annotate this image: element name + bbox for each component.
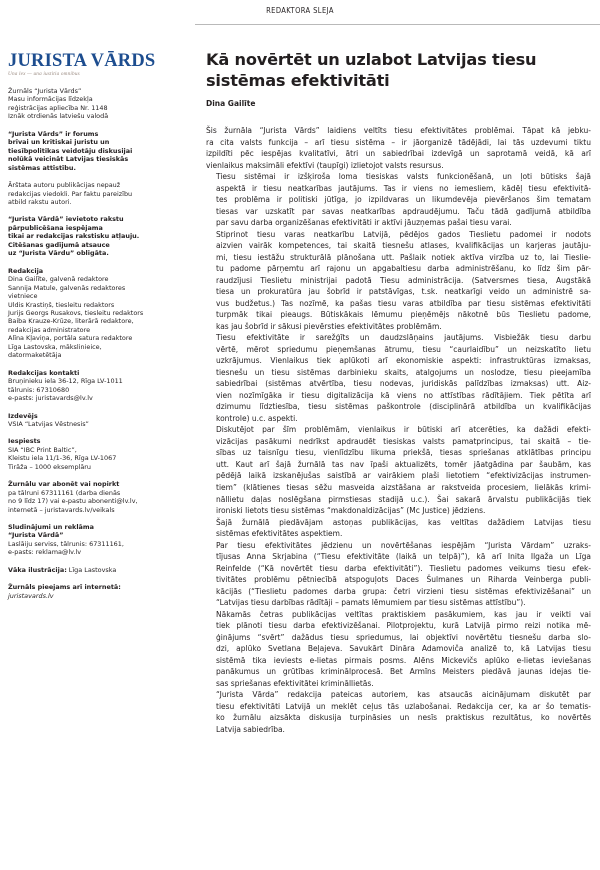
section-header: REDAKTORA SLEJA bbox=[266, 6, 334, 15]
article-line: kontrole) u.c. aspekti. bbox=[216, 413, 298, 423]
article-line: tiek plānoti tiesu darba efektivizēšanai. Pilotprojektu, kurā Latvijā pirmo reizi notika mē- bbox=[216, 621, 591, 631]
article-line: sabiedrībai (sistēmas atvērtība, tiesu nodevas, juridiskās palīdzības izmaksas) utt. Aiz- bbox=[216, 379, 591, 389]
text-line: Tirāža – 1000 eksemplāru bbox=[8, 462, 91, 471]
article-line: turpmāk tikai pieaugs. Būtiskākais lēmumu pieņēmējs nākotnē būs Tieslietu padome, bbox=[216, 310, 591, 320]
text-line: Ārštata autoru publikācijas nepauž bbox=[8, 181, 121, 190]
article-line: Stiprinot tiesu varas neatkarību Latvijā, pēdējos gados Tieslietu padomei ir nodots bbox=[216, 229, 591, 239]
text-line: Kleistu iela 11/1-36, Rīga LV-1067 bbox=[8, 454, 117, 463]
article-line: izpildīti pēc iespējas kvalitatīvi, ātri un sabiedrībai izdevīgā un saprotamā veidā, kā arī bbox=[206, 149, 591, 159]
article-line: sistēmā tika ieviests e-lietas pirmais posms. Alēns Mickevičs aplūko e-lietas ieviešanas bbox=[216, 655, 591, 665]
article-line: kācijās (“Tieslietu padomes darba grupa: četri virzieni tiesu sistēmas efektivizēšanai” un bbox=[216, 586, 591, 596]
article-line: Tiesu sistēmai ir izšķiroša loma tiesiskas valsts funkcionēšanā, un ļoti būtisks šajā bbox=[216, 172, 591, 182]
article-line: tu padome pārņemtu arī rajonu un apgabaltiesu darba administrēšanu, ko līdz šim pār- bbox=[216, 264, 591, 274]
journal-logo bbox=[8, 51, 156, 77]
text-line: Dina Gailīte, galvenā redaktore bbox=[8, 275, 109, 284]
text-line: vietniece bbox=[8, 292, 38, 301]
text-line: pārpublicēšana iespējama bbox=[8, 223, 103, 232]
article-line: nāllietu daļas noslēgšana pirmstiesas stadijā u.c.). Šai sakarā ārvalstu publikācijās tiek bbox=[216, 494, 591, 504]
cover-artist: Līga Lastovska bbox=[66, 565, 117, 574]
text-line: Laslāiju serviss, tālrunis: 67311161, bbox=[8, 539, 124, 548]
text-line: brīvai un kritiskai juristu un bbox=[8, 138, 110, 147]
article-line: Diskutējot par šīm problēmām, vienlaikus ir būtiski arī atcerēties, ka dažādi efekti- bbox=[216, 425, 591, 435]
disclaimer-text bbox=[8, 181, 178, 206]
article-line: Par tiesu efektivitātes jēdzienu un novērtēšanas iespējām “Jurista Vārdam” uzraks- bbox=[216, 540, 591, 550]
subscribe-heading: Žurnālu var abonēt vai nopirkt bbox=[8, 480, 120, 489]
text-line: atbild rakstu autori. bbox=[8, 197, 72, 206]
article-line: kas jau šobrīd ir sākusi pievērsties efektivitātes problēmām. bbox=[216, 321, 442, 331]
online-heading: Žurnāls pieejams arī internetā: bbox=[8, 583, 121, 592]
text-line: Līga Lastovska, mākslinieice, bbox=[8, 342, 102, 351]
text-line: VSIA “Latvijas Vēstnesis” bbox=[8, 419, 89, 428]
article-paragraph bbox=[206, 540, 591, 609]
article-paragraph bbox=[206, 332, 591, 424]
text-line: Sludinājumi un reklāma bbox=[8, 523, 94, 532]
publisher-heading: Izdevējs bbox=[8, 411, 38, 420]
cover-label: Vāka ilustrācija: bbox=[8, 565, 67, 574]
article-line: aizvien vairāk kompetences, tai skaitā tiesnešu atlases, kvalifikācijas un karjeras jautāju- bbox=[216, 241, 591, 251]
article-line: tiesu efektivitāti Latvijā un meklēt ceļus tās uzlabošanai. Redakcija cer, ka ar šo tematis- bbox=[216, 701, 591, 711]
text-line: nolūkā veicināt Latvijas tiesiskās bbox=[8, 155, 129, 164]
contacts-block bbox=[8, 369, 178, 403]
text-line: Baiba Krauze-Krūze, literārā redaktore, bbox=[8, 317, 134, 326]
text-line: Citēšanas gadījumā atsauce bbox=[8, 240, 110, 249]
article-line: “Jurista Vārda” redakcija pateicas autoriem, kas atsaucās aicinājumam diskutēt par bbox=[216, 690, 591, 700]
logo-tagline: Una lex — una iustitia omnibus bbox=[8, 71, 80, 77]
article-author: Dina Gailīte bbox=[206, 99, 256, 108]
text-line: internetā – juristavards.lv/veikals bbox=[8, 505, 115, 514]
text-line: Masu informācijas līdzekļa bbox=[8, 95, 93, 104]
article-paragraph bbox=[206, 229, 591, 333]
subscribe-block bbox=[8, 480, 178, 514]
subscribe-info bbox=[8, 489, 178, 514]
article-line: ģinājums “svērt” dažādus tiesu spriedumus, lai objektīvi novērtētu tiesnešu darba slo- bbox=[216, 632, 591, 642]
article-paragraph bbox=[206, 517, 591, 540]
cover-credit bbox=[8, 566, 178, 574]
article-line: tiem” (klātienes tiesas sēžu masveida aizstāšana ar rakstveida procesiem, lielākās krimi- bbox=[216, 482, 591, 492]
printing-info bbox=[8, 446, 178, 471]
text-line: sistēmas attīstību. bbox=[8, 163, 76, 172]
article-line: sistēmas efektivitātes aspektiem. bbox=[216, 529, 343, 539]
article-line: Reinfelde (“Kā novērtēt tiesu darba efektivitāti”). Tieslietu padomes veikums tiesu efek- bbox=[216, 563, 591, 573]
article-line: “Latvijas tiesu darbības rādītāji – pamats lēmumiem par tiesu sistēmas attīstību”). bbox=[216, 598, 526, 608]
mission-text bbox=[8, 130, 178, 172]
text-line: Jurijs Georgs Rusakovs, tiesleitu redaktors bbox=[8, 308, 144, 317]
article-paragraph bbox=[206, 171, 591, 229]
publisher-name bbox=[8, 420, 178, 428]
article-line: Šis žurnāla “Jurista Vārds” laidiens veltīts tiesu efektivitātes problēmai. Tāpat kā jebku- bbox=[206, 126, 591, 135]
article-paragraph bbox=[206, 689, 591, 735]
article-line: Latvija sabiedrība. bbox=[216, 724, 285, 734]
text-line: reģistrācijas apliecība Nr. 1148 bbox=[8, 103, 108, 112]
text-line: pa tālruni 67311161 (darba dienās bbox=[8, 488, 121, 497]
article-paragraph bbox=[206, 424, 591, 516]
article-paragraph bbox=[206, 125, 591, 171]
article-line: tes problēma ir politiski jūtīga, jo izpildvaras un likumdevēja pievēršanos šim tematam bbox=[216, 195, 591, 205]
article-line: ko žurnālu aizsākta diskusija turpināsies un nesīs praktiskus rezultātus, ko novērtēs bbox=[216, 713, 591, 723]
article-line: ironiski lietots tiesu sistēmas “makdonaldizācijas” (Mc Justice) jēdziens. bbox=[216, 506, 486, 516]
text-line: Sannija Matule, galvenās redaktores bbox=[8, 283, 126, 292]
text-line: “Jurista Vārdā” bbox=[8, 531, 64, 540]
article-line: dzi, aplūko Svetlana Beļajeva. Savukārt Dināra Adamoviča analizē to, kā Latvijas tiesu bbox=[216, 644, 591, 654]
article-line: tiesa un prokuratūra jau šobrīd ir patstāvīgas, t.sk. neatkarīgi veido un administrē sa- bbox=[216, 287, 591, 297]
text-line: redakcijas viedokli. Par faktu pareizību bbox=[8, 189, 133, 198]
article-line: sas spriešanas efektivitātei krimināllietās. bbox=[216, 678, 374, 688]
contacts-heading: Redakcijas kontakti bbox=[8, 368, 80, 377]
article-line: utt. Kaut arī šajā žurnālā tas nav īpaši aktualizēts, tomēr jāatgādina par šaubām, kas bbox=[216, 459, 591, 469]
article-line: tiesnešu un tiesu sistēmas darbinieku skaits, atalgojums un noslodze, tiesu pieejamība bbox=[216, 367, 591, 377]
text-line: uz “Jurista Vārdu” obligāta. bbox=[8, 249, 109, 258]
text-line: SIA “IBC Print Baltic”, bbox=[8, 445, 77, 454]
article-line: mi, tiesu iestāžu strukturālā plānošana utt. Pašlaik notiek aktīva virzība uz to, lai Tieslie- bbox=[216, 252, 591, 262]
online-block bbox=[8, 583, 178, 600]
text-line: tālrunis: 67310680 bbox=[8, 385, 70, 394]
article-line: Nākamās četras publikācijas veltītas praktiskiem pasākumiem, kas jau ir veikti vai bbox=[216, 609, 591, 619]
text-line: redakcijas administratore bbox=[8, 325, 91, 334]
article-line: vus budžetus.) Tas nozīmē, ka pašas tiesu varas atbildība par tiesu sistēmas efektivitāti bbox=[216, 298, 591, 308]
article-title bbox=[206, 49, 591, 91]
text-line: Žurnāls “Jurista Vārds” bbox=[8, 87, 82, 95]
article-line: vienlaikus maksimāli efektīvi (taupīgi) izlietojot valsts resursus. bbox=[206, 160, 444, 170]
printing-block bbox=[8, 437, 178, 471]
article-line: Šajā žurnālā piedāvājam astoņas publikācijas, kas veltītas dažādiem Latvijas tiesu bbox=[216, 517, 591, 527]
text-line: tikai ar redakcijas rakstisku atļauju. bbox=[8, 232, 140, 241]
header-divider bbox=[195, 24, 600, 25]
text-line: “Jurista Vārds” ir forums bbox=[8, 129, 99, 138]
article-line: Tiesu efektivitāte ir sarežģīts un daudzslāņains jautājums. Visbiežāk tiesu darbu bbox=[216, 333, 591, 343]
text-line: Iznāk otrdienās latviešu valodā bbox=[8, 112, 109, 121]
online-link[interactable]: juristavards.lv bbox=[8, 591, 54, 600]
registration-info bbox=[8, 87, 178, 121]
printing-heading: Iespiests bbox=[8, 437, 41, 446]
ads-info bbox=[8, 540, 178, 557]
contacts-list bbox=[8, 377, 178, 402]
article-line: aspektā ir tiesu neatkarības jautājums. Tas ir viens no iemesliem, kādēļ tiesu efektivitā- bbox=[216, 183, 591, 193]
article-line: dzimumu līdztiesība, tiesu sistēmas paškontrole (disciplinārā atbildība un kvalifikācijas bbox=[216, 402, 591, 412]
article-body bbox=[206, 125, 591, 735]
logo-wordmark: JURISTA VĀRDS bbox=[8, 51, 156, 71]
text-line: no 9 līdz 17) vai e-pastu abonenti@lv.lv, bbox=[8, 497, 138, 506]
text-line: Alīna Kļaviņa, portāla satura redaktore bbox=[8, 334, 133, 343]
text-line: Uldis Krastiņš, tiesleitu redaktors bbox=[8, 300, 115, 309]
article-line: vizācijas pasākumi nedrīkst apdraudēt tiesiskas valsts pamatprincipus, tai skaitā – tie- bbox=[216, 436, 591, 446]
article-line: raudzījusi Tieslietu ministrijai padotā Tiesu administrācija. (Satversmes tiesa, Augstākā bbox=[216, 275, 591, 285]
text-line: tiesībpolitikas veidotāju diskusijai bbox=[8, 146, 133, 155]
text-line: datormaketētāja bbox=[8, 351, 62, 360]
editorial-staff bbox=[8, 267, 178, 360]
text-line: “Jurista Vārdā” ievietoto rakstu bbox=[8, 215, 124, 224]
article-line: pēdējā laikā izskanējušas saistībā ar vairākiem plaši lietotiem “efektivizācijas instrumen- bbox=[216, 471, 591, 481]
ads-block bbox=[8, 523, 178, 557]
article-line: vien nozīmīgāka ir tiesu digitalizācija kā viens no attīstības rādītājiem. Tiek pētīta arī bbox=[216, 390, 591, 400]
text-line: e-pasts: reklama@lv.lv bbox=[8, 548, 82, 557]
editorial-heading: Redakcija bbox=[8, 266, 44, 275]
text-line: Bruņinieku iela 36-12, Rīga LV-1011 bbox=[8, 377, 123, 386]
ads-heading bbox=[8, 523, 178, 540]
masthead-sidebar bbox=[8, 52, 178, 600]
mission-statement bbox=[8, 130, 178, 172]
copyright-text bbox=[8, 215, 178, 257]
article-line: tiesas var uzskatīt par savas neatkarības apdraudējumu. Taču tādā gadījumā atbildība bbox=[216, 206, 591, 216]
text-line: e-pasts: juristavards@lv.lv bbox=[8, 394, 93, 403]
editorial-list bbox=[8, 275, 178, 360]
article-line: vērtē, mērot spriedumu pieņemšanas ātrumu, tiesu “caurlaidību” un neizskatīto lietu bbox=[216, 344, 591, 354]
article-line: par savu darba organizēšanas efektivitāti ir aktīvi jāuzņemas pašai tiesu varai. bbox=[216, 218, 512, 228]
text-line: sistēmas efektivitāti bbox=[206, 71, 390, 90]
article-line: sības uz taisnīgu tiesu, vienlīdzību likuma priekšā, tiesas spriešanas atklātības principu bbox=[216, 448, 591, 458]
article-line: panākumus un grūtības kriminālprocesā. Bet Armīns Meisters piedāvā jaunas idejas tie- bbox=[216, 667, 591, 677]
article-paragraph bbox=[206, 609, 591, 690]
copyright-notice bbox=[8, 215, 178, 257]
article-line: tījusas Anna Skrjabina (“Tiesu efektivitāte (laikā un telpā)”), kā arī Inita Ilgaža un Līga bbox=[216, 552, 591, 562]
text-line: Kā novērtēt un uzlabot Latvijas tiesu bbox=[206, 50, 537, 69]
publisher-block bbox=[8, 412, 178, 429]
article-line: ra cita valsts funkcija – arī tiesu sistēma – ir jāorganizē tādējādi, lai tās uzdevumi tiktu bbox=[206, 137, 591, 147]
article-line: uzkrājumus. Vienlaikus tiek aplūkoti arī ekonomiskie aspekti: infrastruktūras izmaksas, bbox=[216, 356, 591, 366]
article-line: tivitātes problēmu pētniecībā atspoguļots Daces Šulmanes un Riharda Veinberga publi- bbox=[216, 575, 591, 585]
